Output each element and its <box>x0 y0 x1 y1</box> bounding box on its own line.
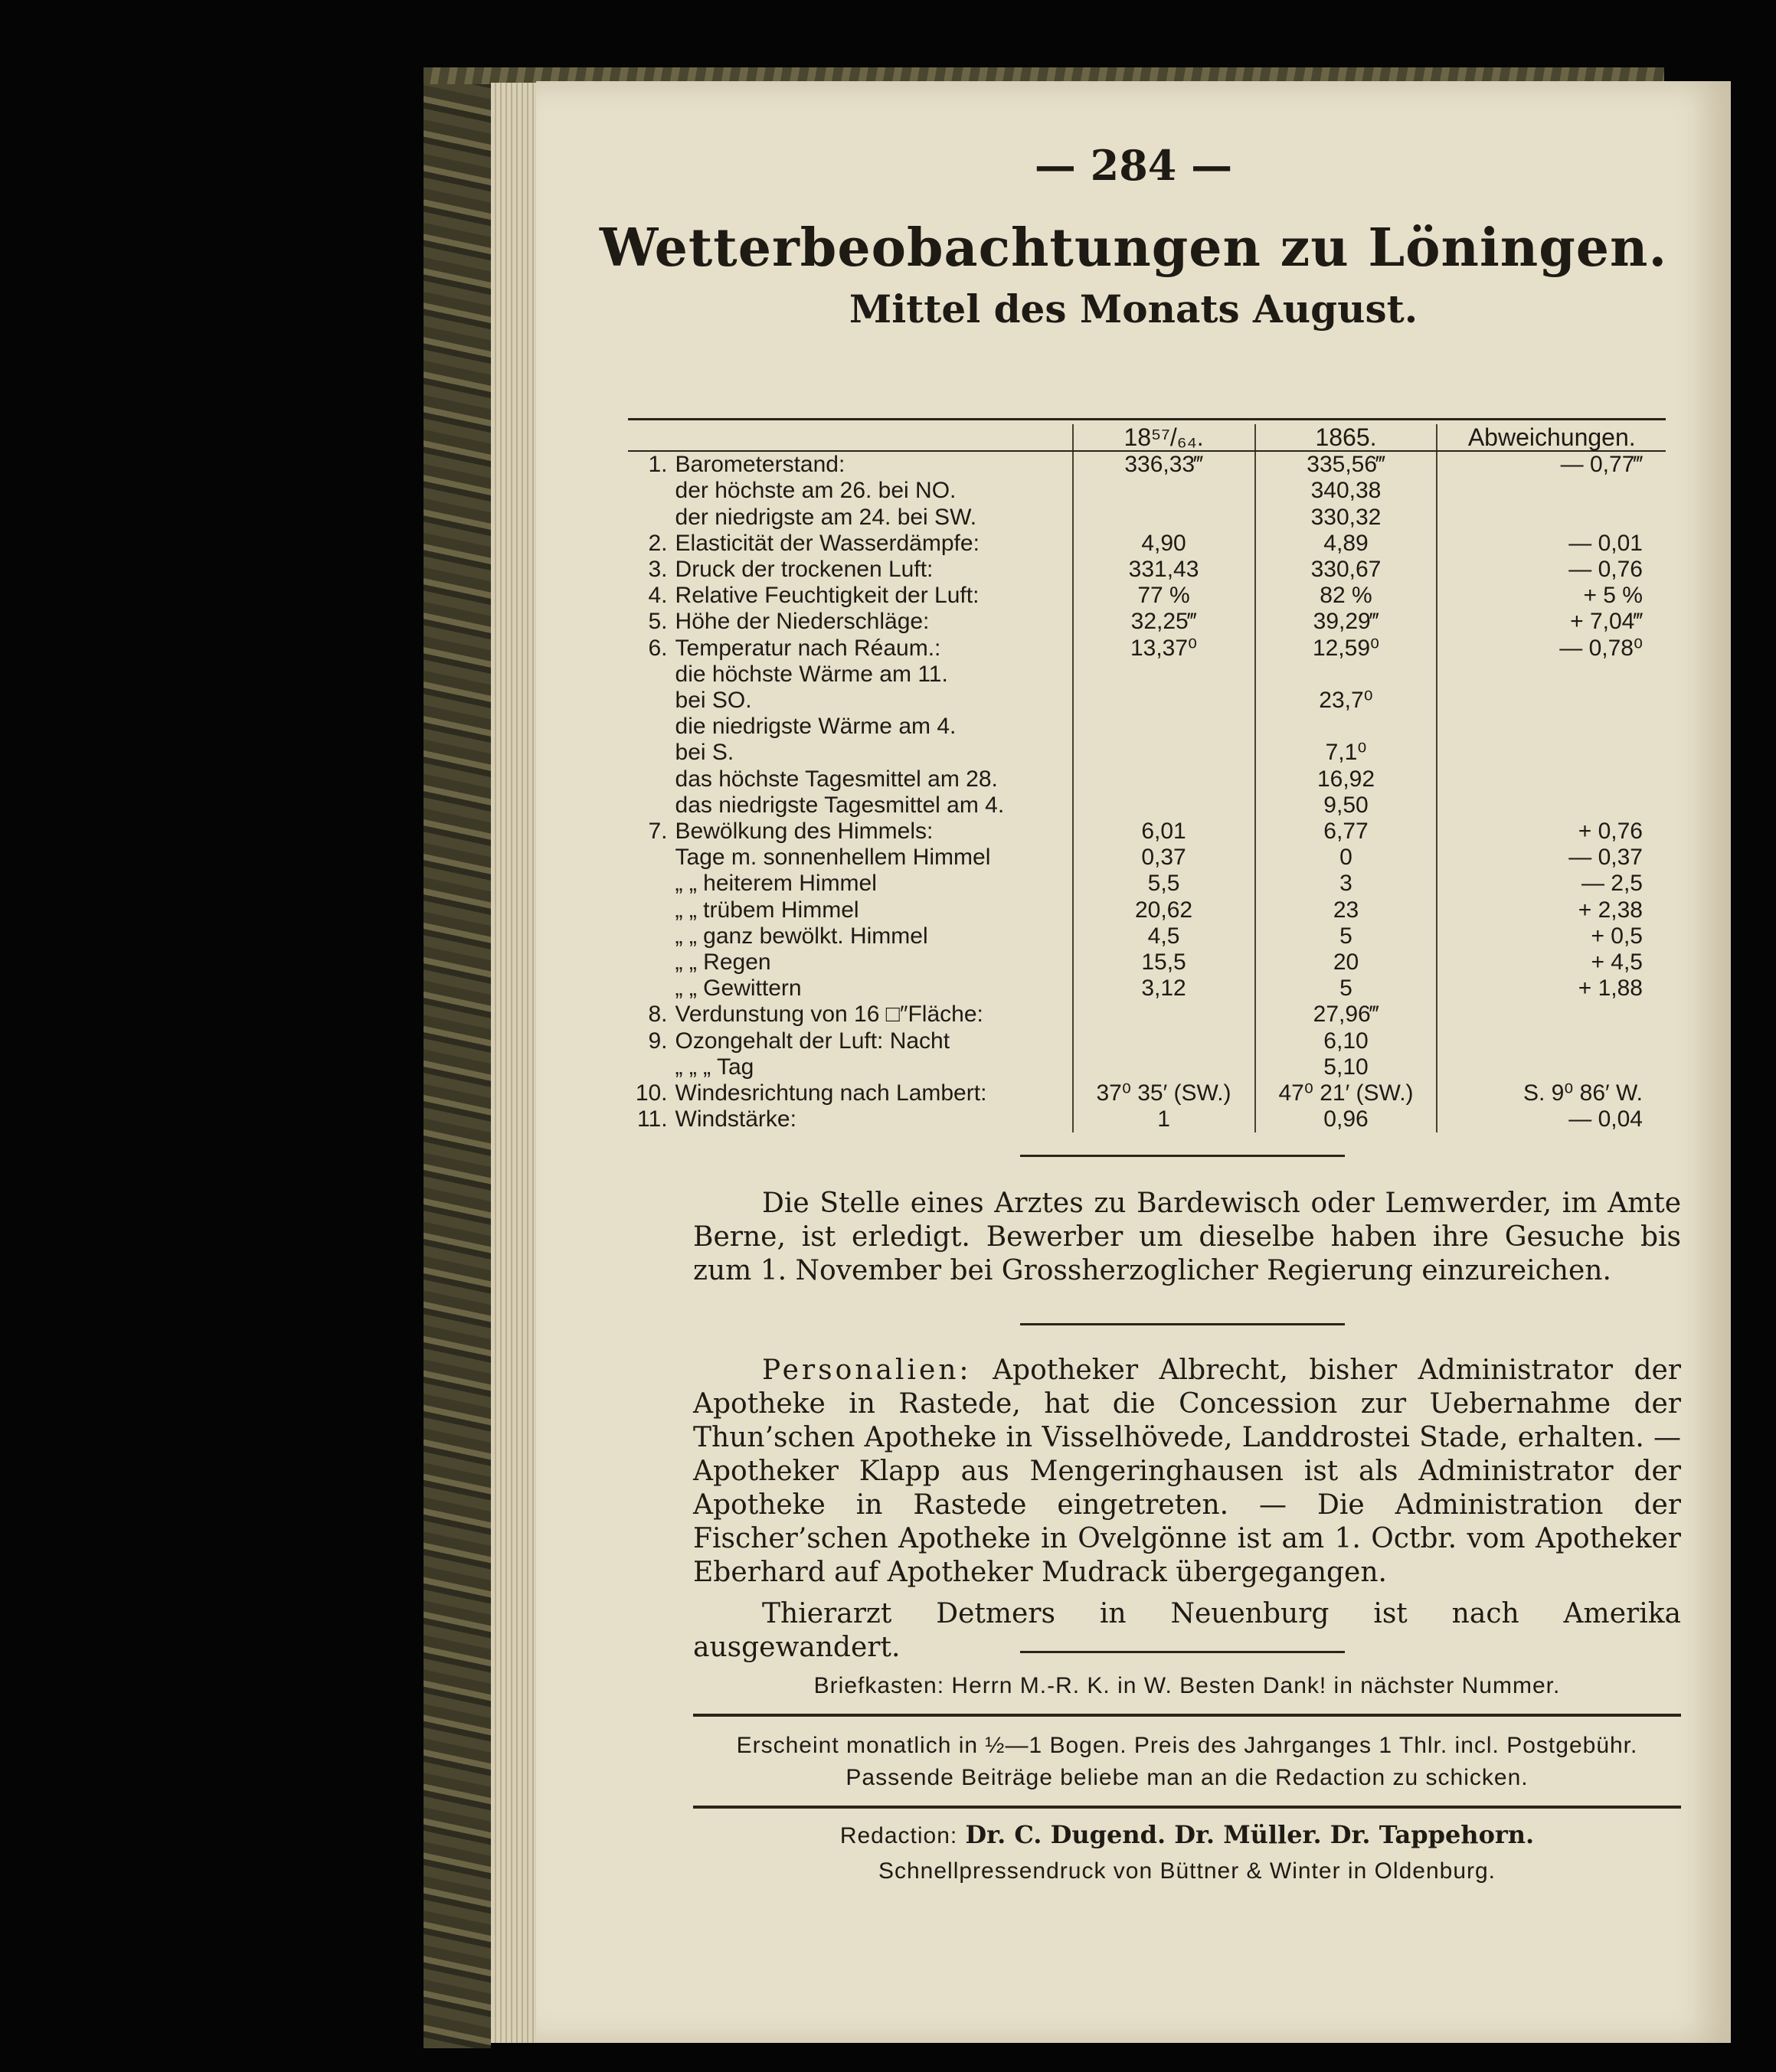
section-divider <box>1020 1651 1345 1653</box>
table-row <box>628 531 1666 557</box>
value-abweichung: — 0,78⁰ <box>1437 636 1666 662</box>
value-abweichung: + 4,5 <box>1437 949 1666 976</box>
value-abweichung <box>1437 766 1666 793</box>
header-label <box>675 424 1073 451</box>
value-abweichung <box>1437 1002 1666 1028</box>
value-1865: 340,38 <box>1255 478 1437 504</box>
value-1857-64: 0,37 <box>1073 845 1255 871</box>
row-label: Tage m. sonnenhellem Himmel <box>675 845 991 871</box>
value-abweichung <box>1437 793 1666 819</box>
page-number: — 284 — <box>1034 141 1233 190</box>
value-abweichung <box>1437 740 1666 766</box>
value-1857-64 <box>1073 478 1255 504</box>
value-1865 <box>1255 662 1437 688</box>
value-abweichung <box>1437 662 1666 688</box>
row-label: „ „ Regen <box>675 949 771 976</box>
page-subtitle: Mittel des Monats August. <box>849 286 1418 332</box>
table-row <box>628 505 1666 531</box>
briefkasten: Briefkasten: Herrn M.-R. K. in W. Besten Dank! in nächster Nummer. <box>813 1673 1561 1698</box>
page-edges <box>491 83 537 2043</box>
table-row <box>628 478 1666 504</box>
value-1857-64: 20,62 <box>1073 897 1255 923</box>
value-abweichung: + 2,38 <box>1437 897 1666 923</box>
footer-rule <box>693 1714 1681 1717</box>
value-1857-64: 4,90 <box>1073 531 1255 557</box>
value-1865: 335,56‴ <box>1255 451 1437 478</box>
row-number: 10. <box>635 1080 668 1106</box>
value-abweichung: + 0,76 <box>1437 819 1666 845</box>
row-number <box>628 766 675 793</box>
table-row <box>628 871 1666 897</box>
row-number: 1. <box>648 452 668 478</box>
row-number <box>628 1054 675 1080</box>
value-abweichung <box>1437 688 1666 714</box>
book-spine <box>424 73 491 2048</box>
value-1857-64 <box>1073 1054 1255 1080</box>
table-row <box>628 819 1666 845</box>
value-1857-64: 331,43 <box>1073 557 1255 583</box>
value-abweichung <box>1437 478 1666 504</box>
value-1865: 47⁰ 21′ (SW.) <box>1255 1080 1437 1106</box>
value-1865: 0,96 <box>1255 1106 1437 1132</box>
table-row <box>628 1080 1666 1106</box>
page-title: Wetterbeobachtungen zu Löningen. <box>599 217 1668 279</box>
value-1865: 5 <box>1255 976 1437 1002</box>
value-1857-64 <box>1073 740 1255 766</box>
value-1857-64 <box>1073 1028 1255 1054</box>
value-1857-64: 6,01 <box>1073 819 1255 845</box>
row-label: die höchste Wärme am 11. <box>675 661 948 687</box>
value-1865: 23 <box>1255 897 1437 923</box>
table-row <box>628 688 1666 714</box>
value-1857-64 <box>1073 662 1255 688</box>
weather-table <box>628 424 1666 1132</box>
value-1865: 5,10 <box>1255 1054 1437 1080</box>
row-number <box>628 505 675 531</box>
value-abweichung <box>1437 505 1666 531</box>
footer-rule <box>693 1806 1681 1809</box>
value-1865 <box>1255 714 1437 740</box>
section-divider <box>1020 1155 1345 1157</box>
table-row <box>628 1002 1666 1028</box>
value-1857-64 <box>1073 714 1255 740</box>
row-label: bei S. <box>675 740 734 766</box>
value-1857-64: 3,12 <box>1073 976 1255 1002</box>
table-row <box>628 451 1666 478</box>
table-row <box>628 662 1666 688</box>
value-abweichung: + 0,5 <box>1437 923 1666 949</box>
row-label: „ „ „ Tag <box>675 1054 754 1080</box>
value-abweichung: — 0,77‴ <box>1437 451 1666 478</box>
table-row <box>628 636 1666 662</box>
row-number: 7. <box>648 819 668 845</box>
value-1865: 9,50 <box>1255 793 1437 819</box>
row-label: Elasticität der Wasserdämpfe: <box>675 530 980 556</box>
header-period-1857-64: 18⁵⁷/₆₄. <box>1073 424 1255 451</box>
value-abweichung: — 0,04 <box>1437 1106 1666 1132</box>
redaction-names: Dr. C. Dugend. Dr. Müller. Dr. Tappehorn. <box>965 1820 1535 1849</box>
erscheint-line-2: Passende Beiträge beliebe man an die Redaction zu schicken. <box>845 1765 1529 1790</box>
personalien-text: Apotheker Albrecht, bisher Administrator der Apotheke in Rastede, hat die Concession zur Uebernahme der Thun’schen Apotheke in Visselhövede, Landdrostei Stade, erhalten. — Apotheker Klapp aus Mengeringhausen ist als Administrator der Apotheke in Rastede eingetreten. — Die Administration der Fischer’schen Apotheke in Ovelgönne ist am 1. Octbr. vom Apotheker Eberhard auf Apotheker Mudrack übergegangen. <box>693 1355 1681 1588</box>
value-1857-64: 1 <box>1073 1106 1255 1132</box>
row-label: Verdunstung von 16 □″Fläche: <box>675 1002 983 1028</box>
row-number: 2. <box>648 530 668 556</box>
header-num <box>628 424 675 451</box>
table-row <box>628 897 1666 923</box>
row-label: „ „ trübem Himmel <box>675 897 859 923</box>
value-1865: 12,59⁰ <box>1255 636 1437 662</box>
row-label: die niedrigste Wärme am 4. <box>675 714 957 740</box>
table-row <box>628 740 1666 766</box>
row-label: das höchste Tagesmittel am 28. <box>675 766 998 792</box>
table-row <box>628 557 1666 583</box>
row-number <box>628 793 675 819</box>
value-1865: 23,7⁰ <box>1255 688 1437 714</box>
value-1857-64: 32,25‴ <box>1073 609 1255 635</box>
value-1865: 39,29‴ <box>1255 609 1437 635</box>
value-abweichung <box>1437 1028 1666 1054</box>
value-1865: 330,67 <box>1255 557 1437 583</box>
value-abweichung: S. 9⁰ 86′ W. <box>1437 1080 1666 1106</box>
value-1865: 82 % <box>1255 583 1437 609</box>
personalien-paragraph <box>693 1354 1681 1590</box>
row-number <box>628 949 675 976</box>
value-1857-64: 13,37⁰ <box>1073 636 1255 662</box>
row-number <box>628 478 675 504</box>
row-label: Windstärke: <box>675 1106 796 1132</box>
value-1865: 0 <box>1255 845 1437 871</box>
table-row <box>628 766 1666 793</box>
row-number <box>628 662 675 688</box>
table-row <box>628 949 1666 976</box>
row-number: 9. <box>648 1028 668 1054</box>
row-label: Relative Feuchtigkeit der Luft: <box>675 583 980 609</box>
value-1857-64 <box>1073 766 1255 793</box>
row-number <box>628 976 675 1002</box>
druck-line: Schnellpressendruck von Büttner & Winter in Oldenburg. <box>878 1858 1496 1884</box>
value-1857-64 <box>1073 1002 1255 1028</box>
value-1865: 16,92 <box>1255 766 1437 793</box>
value-1865: 5 <box>1255 923 1437 949</box>
row-number: 3. <box>648 557 668 583</box>
value-1857-64: 5,5 <box>1073 871 1255 897</box>
row-label: Höhe der Niederschläge: <box>675 609 930 635</box>
value-1857-64: 4,5 <box>1073 923 1255 949</box>
document-page <box>536 81 1731 2043</box>
row-number <box>628 740 675 766</box>
row-label: Windesrichtung nach Lambert: <box>675 1080 987 1106</box>
table-row <box>628 714 1666 740</box>
value-1865: 6,77 <box>1255 819 1437 845</box>
value-1865: 27,96‴ <box>1255 1002 1437 1028</box>
row-number: 4. <box>648 583 668 609</box>
row-number <box>628 897 675 923</box>
row-number: 11. <box>637 1106 668 1132</box>
row-label: „ „ ganz bewölkt. Himmel <box>675 923 928 949</box>
row-label: der niedrigste am 24. bei SW. <box>675 504 977 530</box>
value-abweichung: + 5 % <box>1437 583 1666 609</box>
row-number <box>628 688 675 714</box>
row-label: bei SO. <box>675 688 752 714</box>
header-abweichungen: Abweichungen. <box>1437 424 1666 451</box>
row-label: Barometerstand: <box>675 452 845 478</box>
row-number: 8. <box>648 1002 668 1028</box>
value-abweichung: — 0,76 <box>1437 557 1666 583</box>
value-abweichung: — 2,5 <box>1437 871 1666 897</box>
table-row <box>628 609 1666 635</box>
personalien-text2: Thierarzt Detmers in Neuenburg ist nach Amerika ausgewandert. <box>693 1598 1681 1663</box>
erscheint-line-1: Erscheint monatlich in ½—1 Bogen. Preis des Jahrganges 1 Thlr. incl. Postgebühr. <box>736 1733 1638 1758</box>
row-label: „ „ heiterem Himmel <box>675 871 877 897</box>
table-header-row <box>628 424 1666 451</box>
section-divider <box>1020 1323 1345 1325</box>
table-row <box>628 1054 1666 1080</box>
row-number <box>628 845 675 871</box>
redaction-line <box>693 1818 1681 1853</box>
value-abweichung <box>1437 714 1666 740</box>
table-row <box>628 923 1666 949</box>
value-abweichung: + 7,04‴ <box>1437 609 1666 635</box>
table-row <box>628 583 1666 609</box>
value-abweichung: — 0,01 <box>1437 531 1666 557</box>
value-1865: 330,32 <box>1255 505 1437 531</box>
row-label: der höchste am 26. bei NO. <box>675 478 957 504</box>
value-1865: 20 <box>1255 949 1437 976</box>
table-top-rule <box>628 418 1666 420</box>
row-number <box>628 714 675 740</box>
personalien-heading: Personalien: <box>762 1355 972 1386</box>
value-1857-64: 15,5 <box>1073 949 1255 976</box>
table-row <box>628 976 1666 1002</box>
row-label: Bewölkung des Himmels: <box>675 819 934 845</box>
value-1865: 7,1⁰ <box>1255 740 1437 766</box>
value-abweichung <box>1437 1054 1666 1080</box>
row-label: „ „ Gewittern <box>675 976 802 1002</box>
notice-arzt: Die Stelle eines Arztes zu Bardewisch oder Lemwerder, im Amte Berne, ist erledigt. Bewerber um dieselbe haben ihre Gesuche bis zum 1. November bei Grossherzoglicher Regierung einzureichen. <box>693 1188 1681 1286</box>
header-1865: 1865. <box>1255 424 1437 451</box>
value-1857-64 <box>1073 505 1255 531</box>
row-number <box>628 923 675 949</box>
row-label: Ozongehalt der Luft: Nacht <box>675 1028 950 1054</box>
value-1857-64 <box>1073 688 1255 714</box>
row-label: das niedrigste Tagesmittel am 4. <box>675 792 1005 818</box>
value-1857-64: 77 % <box>1073 583 1255 609</box>
table-row <box>628 1106 1666 1132</box>
table-row <box>628 793 1666 819</box>
value-1857-64: 37⁰ 35′ (SW.) <box>1073 1080 1255 1106</box>
value-1865: 4,89 <box>1255 531 1437 557</box>
row-number: 5. <box>648 609 668 635</box>
redaction-label: Redaction: <box>839 1823 958 1848</box>
value-abweichung: + 1,88 <box>1437 976 1666 1002</box>
value-1857-64: 336,33‴ <box>1073 451 1255 478</box>
row-number: 6. <box>648 635 668 661</box>
value-1865: 6,10 <box>1255 1028 1437 1054</box>
value-1857-64 <box>1073 793 1255 819</box>
row-label: Druck der trockenen Luft: <box>675 557 934 583</box>
table-row <box>628 845 1666 871</box>
row-label: Temperatur nach Réaum.: <box>675 635 941 661</box>
value-1865: 3 <box>1255 871 1437 897</box>
value-abweichung: — 0,37 <box>1437 845 1666 871</box>
table-row <box>628 1028 1666 1054</box>
row-number <box>628 871 675 897</box>
